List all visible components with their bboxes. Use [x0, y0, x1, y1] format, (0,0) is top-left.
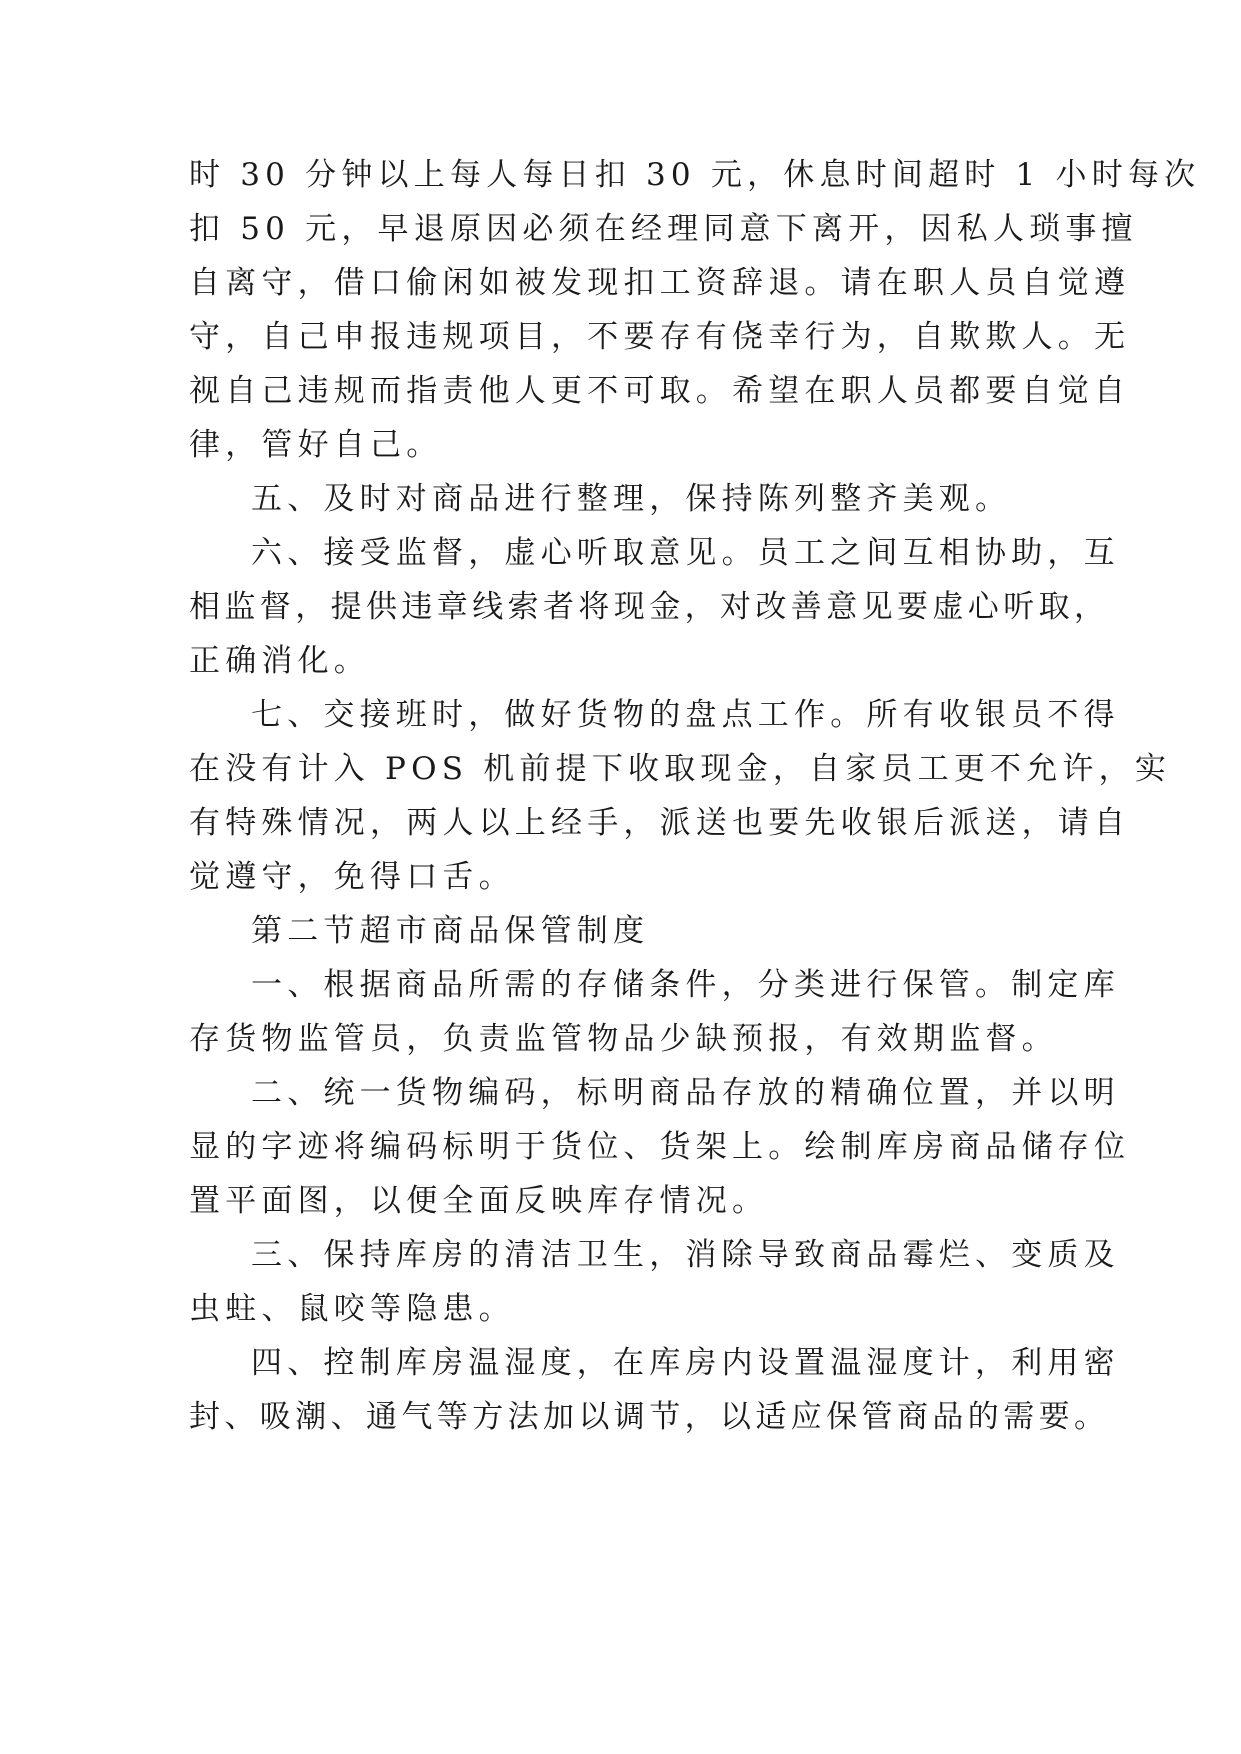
text-line: 相监督，提供违章线索者将现金，对改善意见要虚心听取， — [189, 589, 1110, 625]
text-line: 封、吸潮、通气等方法加以调节，以适应保管商品的需要。 — [189, 1399, 1110, 1435]
text-line: 视自己违规而指责他人更不可取。希望在职人员都要自觉自 — [189, 373, 1131, 409]
paragraph-first-line: 七、交接班时，做好货物的盘点工作。所有收银员不得 — [251, 697, 1120, 733]
text-line: 自离守，借口偷闲如被发现扣工资辞退。请在职人员自觉遵 — [189, 265, 1131, 301]
text-line: 扣 50 元，早退原因必须在经理同意下离开，因私人琐事擅 — [189, 211, 1138, 247]
text-line: 觉遵守，免得口舌。 — [189, 859, 515, 895]
paragraph-first-line: 六、接受监督，虚心听取意见。员工之间互相协助，互 — [251, 535, 1120, 571]
section-heading: 第二节超市商品保管制度 — [251, 913, 650, 949]
text-line: 正确消化。 — [189, 643, 370, 679]
text-line: 律，管好自己。 — [189, 427, 443, 463]
text-line: 在没有计入 POS 机前提下收取现金，自家员工更不允许，实 — [189, 751, 1172, 787]
text-line: 显的字迹将编码标明于货位、货架上。绘制库房商品储存位 — [189, 1129, 1131, 1165]
paragraph-first-line: 四、控制库房温湿度，在库房内设置温湿度计，利用密 — [251, 1345, 1120, 1381]
text-line: 有特殊情况，两人以上经手，派送也要先收银后派送，请自 — [189, 805, 1131, 841]
paragraph-first-line: 五、及时对商品进行整理，保持陈列整齐美观。 — [251, 481, 1012, 517]
text-line: 守，自己申报违规项目，不要存有侥幸行为，自欺欺人。无 — [189, 319, 1131, 355]
text-line: 时 30 分钟以上每人每日扣 30 元，休息时间超时 1 小时每次 — [189, 157, 1201, 193]
text-line: 存货物监管员，负责监管物品少缺预报，有效期监督。 — [189, 1021, 1058, 1057]
paragraph-first-line: 二、统一货物编码，标明商品存放的精确位置，并以明 — [251, 1075, 1120, 1111]
paragraph-first-line: 一、根据商品所需的存储条件，分类进行保管。制定库 — [251, 967, 1120, 1003]
text-line: 虫蛀、鼠咬等隐患。 — [189, 1291, 515, 1327]
text-line: 置平面图，以便全面反映库存情况。 — [189, 1183, 769, 1219]
paragraph-first-line: 三、保持库房的清洁卫生，消除导致商品霉烂、变质及 — [251, 1237, 1120, 1273]
